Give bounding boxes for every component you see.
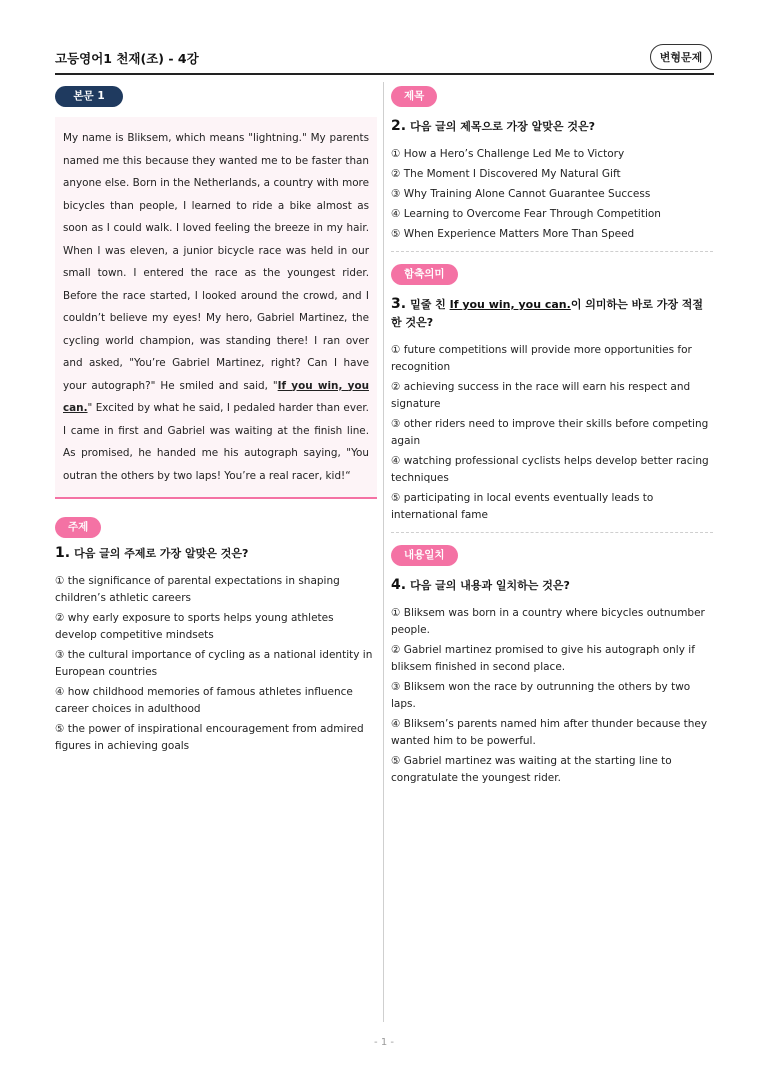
- passage-label: 본문 1: [55, 86, 123, 107]
- right-column: [391, 84, 713, 790]
- page-number: - 1 -: [374, 1037, 394, 1048]
- q2-option-4[interactable]: ④ Learning to Overcome Fear Through Competition: [391, 208, 661, 220]
- section-divider: [391, 251, 713, 252]
- q2-question: [391, 117, 713, 136]
- q4-question-text: 다음 글의 내용과 일치하는 것은?: [410, 579, 570, 592]
- q1-number: 1.: [55, 545, 71, 561]
- q2-options: [391, 146, 713, 243]
- q2-number: 2.: [391, 118, 407, 134]
- q3-options: [391, 342, 713, 524]
- q4-option-4[interactable]: ④ Bliksem’s parents named him after thunder because they wanted him to be powerful.: [391, 718, 708, 747]
- q2-question-text: 다음 글의 제목으로 가장 알맞은 것은?: [410, 120, 595, 133]
- q1-option-1[interactable]: ① the significance of parental expectations in shaping children’s athletic careers: [55, 575, 340, 604]
- q3-label: 함축의미: [391, 264, 458, 285]
- passage-text-after: " Excited by what he said, I pedaled harder than ever. I came in first and Gabriel was waiting at the finish line. As promised, he handed me his autograph saying, "You outran the others by two laps! You’re a real racer, kid!“: [63, 402, 369, 482]
- q4-option-2[interactable]: ② Gabriel martinez promised to give his autograph only if bliksem finished in second place.: [391, 644, 695, 673]
- worksheet-type-badge: 변형문제: [650, 44, 712, 70]
- passage-text-before: My name is Bliksem, which means "lightning." My parents named me this because they wanted me to be faster than anyone else. Born in the Netherlands, a country with more bicycles than people, I learned to ride a bike almost as soon as I could walk. I loved feeling the breeze in my hair. When I was eleven, a junior bicycle race was held in our small town. I entered the race as the youngest rider. Before the race started, I looked around the crowd, and I couldn’t believe my eyes! My hero, Gabriel Martinez, the cycling world champion, was standing there! I ran over and asked, "You’re Gabriel Martinez, right? Can I have your autograph?" He smiled and said, ": [63, 132, 369, 392]
- q1-label: 주제: [55, 517, 101, 538]
- q3-question-before: 밑줄 친: [410, 298, 450, 311]
- q3-number: 3.: [391, 296, 407, 312]
- q1-option-2[interactable]: ② why early exposure to sports helps young athletes develop competitive mindsets: [55, 612, 334, 641]
- q4-question: [391, 576, 713, 595]
- q1-question: [55, 544, 377, 563]
- q1-options: [55, 573, 377, 755]
- q4-option-3[interactable]: ③ Bliksem won the race by outrunning the others by two laps.: [391, 681, 691, 710]
- header-rule: [55, 73, 714, 75]
- passage-text: [55, 117, 377, 499]
- q2-option-5[interactable]: ⑤ When Experience Matters More Than Speed: [391, 228, 635, 240]
- q2-option-3[interactable]: ③ Why Training Alone Cannot Guarantee Success: [391, 188, 651, 200]
- q2-option-2[interactable]: ② The Moment I Discovered My Natural Gift: [391, 168, 621, 180]
- left-column: [55, 84, 377, 758]
- q4-options: [391, 605, 713, 787]
- q3-question-after: 이 의미하는 바로 가장 적절한 것은?: [391, 298, 704, 329]
- q1-question-text: 다음 글의 주제로 가장 알맞은 것은?: [74, 547, 249, 560]
- q2-option-1[interactable]: ① How a Hero’s Challenge Led Me to Victory: [391, 148, 625, 160]
- column-divider: [383, 82, 384, 1022]
- q3-option-5[interactable]: ⑤ participating in local events eventually leads to international fame: [391, 492, 654, 521]
- q3-option-2[interactable]: ② achieving success in the race will earn his respect and signature: [391, 381, 691, 410]
- q3-option-3[interactable]: ③ other riders need to improve their skills before competing again: [391, 418, 709, 447]
- q4-option-5[interactable]: ⑤ Gabriel martinez was waiting at the starting line to congratulate the youngest rider.: [391, 755, 672, 784]
- q3-option-4[interactable]: ④ watching professional cyclists helps develop better racing techniques: [391, 455, 709, 484]
- page-title: 고등영어1 천재(조) - 4강: [55, 51, 199, 66]
- q1-option-3[interactable]: ③ the cultural importance of cycling as a national identity in European countries: [55, 649, 373, 678]
- q3-underlined-phrase: If you win, you can.: [449, 298, 571, 311]
- q1-option-5[interactable]: ⑤ the power of inspirational encouragement from admired figures in achieving goals: [55, 723, 364, 752]
- q2-label: 제목: [391, 86, 437, 107]
- section-divider: [391, 532, 713, 533]
- q4-number: 4.: [391, 577, 407, 593]
- passage-underlined-phrase: If you win, you can.: [63, 379, 369, 414]
- q3-question: [391, 295, 713, 332]
- q4-option-1[interactable]: ① Bliksem was born in a country where bicycles outnumber people.: [391, 607, 705, 636]
- q4-label: 내용일치: [391, 545, 458, 566]
- q1-option-4[interactable]: ④ how childhood memories of famous athletes influence career choices in adulthood: [55, 686, 353, 715]
- q3-option-1[interactable]: ① future competitions will provide more opportunities for recognition: [391, 344, 692, 373]
